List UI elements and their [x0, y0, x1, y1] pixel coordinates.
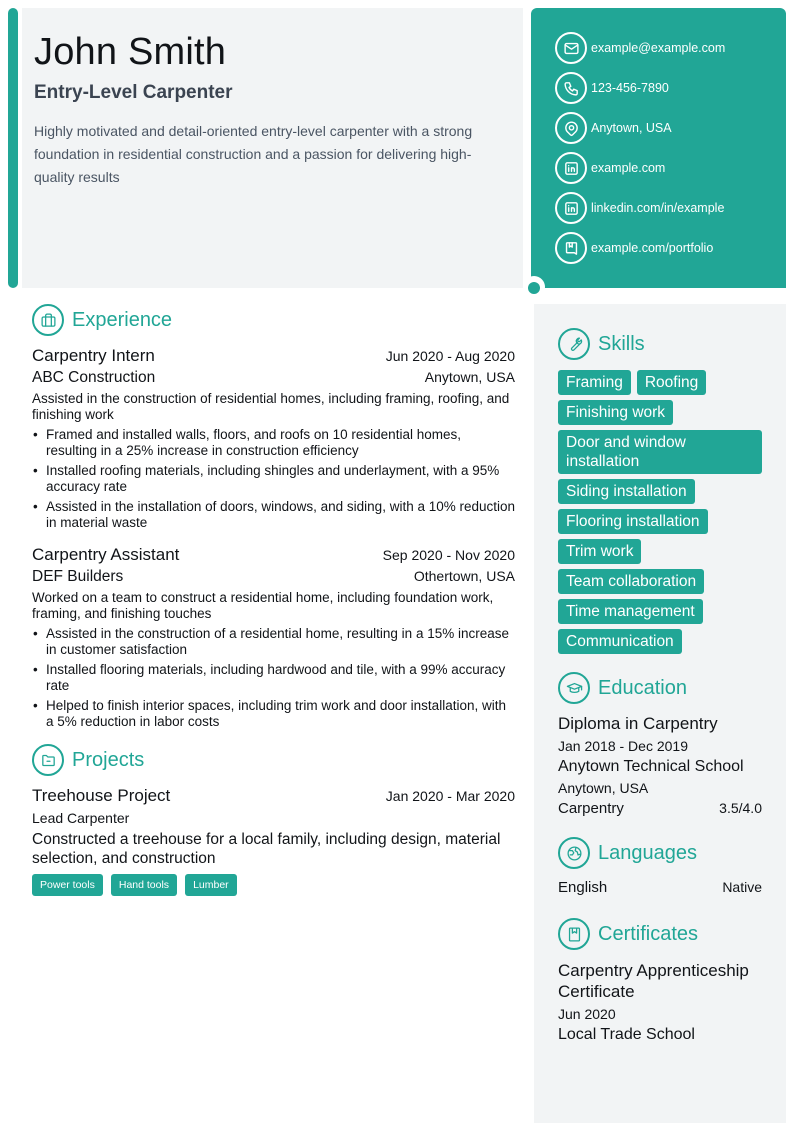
certificate-item [558, 960, 762, 1044]
job-location: Anytown, USA [424, 369, 515, 385]
job-bullet: • Framed and installed walls, floors, and roofs on 10 residential homes, resulting in a 25% increase in construction efficiency [32, 427, 515, 459]
job-bullet: • Helped to finish interior spaces, including trim work and door installation, with a 5% reduction in labor costs [32, 698, 515, 730]
contact-portfolio-text: example.com/portfolio [591, 241, 714, 255]
project-tag: Power tools [32, 874, 103, 896]
education-dates: Jan 2018 - Dec 2019 [558, 738, 688, 754]
education-item [558, 714, 762, 817]
folder-icon [32, 744, 64, 776]
job-bullets [32, 626, 515, 730]
contact-email[interactable] [555, 31, 786, 65]
company-name: ABC Construction [32, 369, 156, 386]
main-column [32, 304, 515, 896]
job-bullet: • Assisted in the installation of doors, windows, and siding, with a 10% reduction in material waste [32, 499, 515, 531]
education-location: Anytown, USA [558, 780, 649, 796]
contact-website-text: example.com [591, 161, 666, 175]
job-bullet: • Assisted in the construction of a residential home, resulting in a 15% increase in customer satisfaction [32, 626, 515, 658]
language-name: English [558, 879, 608, 896]
summary: Highly motivated and detail-oriented entry-level carpenter with a strong foundation in residential construction and a passion for delivering high-quality results [34, 122, 473, 185]
skill-tag: Finishing work [558, 400, 673, 425]
contact-website[interactable] [555, 151, 786, 185]
skill-tag: Communication [558, 629, 682, 654]
job-bullet: • Installed flooring materials, including hardwood and tile, with a 99% accuracy rate [32, 662, 515, 694]
language-item [558, 879, 762, 896]
graduation-cap-icon [558, 672, 590, 704]
skill-tag: Trim work [558, 539, 641, 564]
job-title: Carpentry Assistant [32, 545, 180, 564]
project-tag: Hand tools [111, 874, 177, 896]
portfolio-icon [555, 232, 587, 264]
skill-tag: Door and window installation [558, 430, 762, 474]
candidate-name: John Smith [34, 31, 227, 73]
contact-phone[interactable] [555, 71, 786, 105]
job-dates: Jun 2020 - Aug 2020 [385, 348, 515, 364]
language-level: Native [722, 879, 762, 895]
mail-icon [555, 32, 587, 64]
skill-tag: Flooring installation [558, 509, 708, 534]
project-item [32, 786, 515, 896]
contact-location-text: Anytown, USA [591, 121, 672, 135]
education-school: Anytown Technical School [558, 758, 744, 775]
contact-location [555, 111, 786, 145]
globe-icon [558, 837, 590, 869]
languages-heading [558, 837, 762, 869]
job-location: Othertown, USA [413, 568, 515, 584]
phone-icon [555, 72, 587, 104]
contact-portfolio[interactable] [555, 231, 786, 265]
skills-title: Skills [598, 332, 645, 355]
skill-tag: Siding installation [558, 479, 695, 504]
job-title: Carpentry Intern [32, 346, 155, 365]
skill-tag: Time management [558, 599, 703, 624]
skills-list [558, 370, 762, 654]
project-description: Constructed a treehouse for a local family, including design, material selection, and construction [32, 831, 501, 867]
contact-phone-text: 123-456-7890 [591, 81, 669, 95]
job-description: Worked on a team to construct a residential home, including foundation work, framing, and finishing touches [32, 590, 494, 621]
project-tags [32, 874, 515, 896]
briefcase-icon [32, 304, 64, 336]
sidebar [534, 304, 786, 1123]
certificate-issuer: Local Trade School [558, 1026, 695, 1043]
project-title: Treehouse Project [32, 786, 171, 805]
accent-bar [8, 8, 18, 288]
education-field: Carpentry [558, 800, 624, 817]
linkedin-icon [555, 152, 587, 184]
certificate-date: Jun 2020 [558, 1006, 616, 1022]
wrench-icon [558, 328, 590, 360]
skill-tag: Roofing [637, 370, 706, 395]
skills-heading [558, 328, 762, 360]
languages-title: Languages [598, 841, 697, 864]
job-bullets [32, 427, 515, 531]
skill-tag: Team collaboration [558, 569, 704, 594]
projects-heading [32, 744, 515, 776]
job-description: Assisted in the construction of residential homes, including framing, roofing, and finishing work [32, 391, 510, 422]
skill-tag: Framing [558, 370, 631, 395]
education-heading [558, 672, 762, 704]
experience-item [32, 346, 515, 531]
project-tag: Lumber [185, 874, 237, 896]
location-pin-icon [555, 112, 587, 144]
job-bullet: • Installed roofing materials, including shingles and underlayment, with a 95% accuracy rate [32, 463, 515, 495]
experience-item [32, 545, 515, 730]
contact-linkedin[interactable] [555, 191, 786, 225]
education-degree: Diploma in Carpentry [558, 714, 718, 733]
projects-title: Projects [72, 748, 145, 771]
linkedin-icon [555, 192, 587, 224]
contact-panel [531, 8, 786, 288]
job-dates: Sep 2020 - Nov 2020 [382, 547, 515, 563]
education-gpa: 3.5/4.0 [719, 800, 762, 816]
certificates-title: Certificates [598, 922, 699, 945]
job-title: Entry-Level Carpenter [34, 81, 233, 103]
contact-linkedin-text: linkedin.com/in/example [591, 201, 725, 215]
certificate-icon [558, 918, 590, 950]
header-connector-dot [528, 282, 540, 294]
certificate-name: Carpentry Apprenticeship Certificate [558, 961, 749, 1001]
contact-email-text: example@example.com [591, 41, 726, 55]
project-role: Lead Carpenter [32, 810, 130, 826]
certificates-heading [558, 918, 762, 950]
header [22, 8, 523, 288]
experience-title: Experience [72, 308, 173, 331]
company-name: DEF Builders [32, 568, 124, 585]
experience-heading [32, 304, 515, 336]
education-title: Education [598, 676, 687, 699]
project-dates: Jan 2020 - Mar 2020 [385, 788, 515, 804]
